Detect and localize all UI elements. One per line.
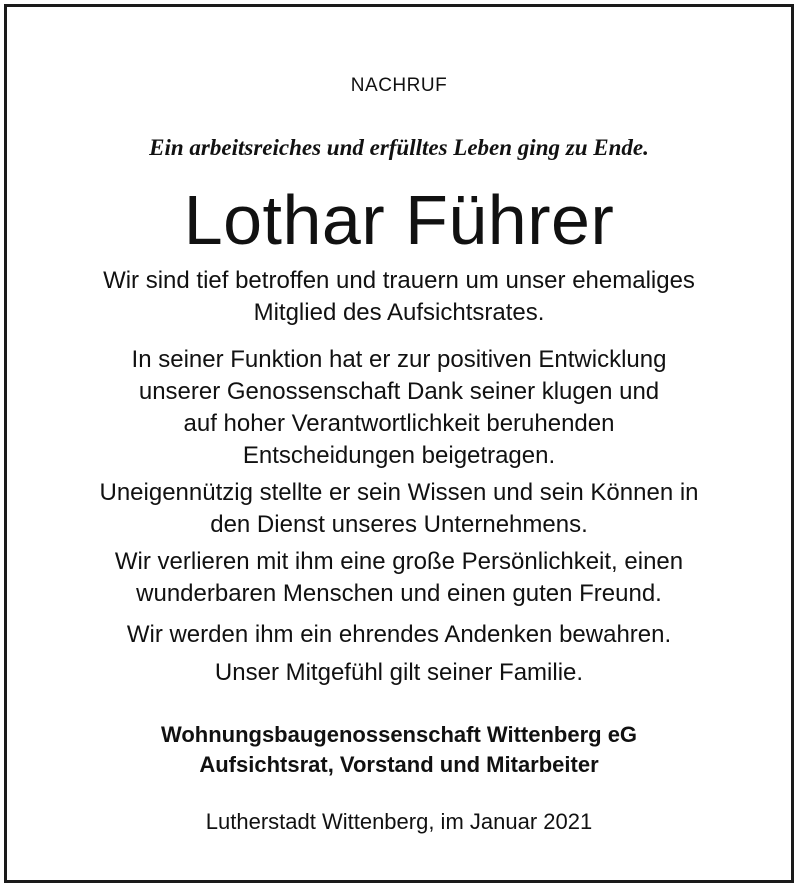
paragraph-selfless xyxy=(27,477,771,541)
obituary-tagline: Ein arbeitsreiches und erfülltes Leben ging zu Ende. xyxy=(149,135,649,160)
paragraph-line: In seiner Funktion hat er zur positiven Entwicklung xyxy=(131,346,667,373)
signer-block xyxy=(7,720,791,780)
place-date: Lutherstadt Wittenberg, im Januar 2021 xyxy=(205,809,593,834)
signer-groups: Aufsichtsrat, Vorstand und Mitarbeiter xyxy=(199,752,599,777)
paragraph-sympathy xyxy=(27,657,771,689)
paragraph-function xyxy=(27,344,771,472)
paragraph-line: Unser Mitgefühl gilt seiner Familie. xyxy=(214,659,584,686)
paragraph-line: Entscheidungen beigetragen. xyxy=(242,442,556,469)
paragraph-line: wunderbaren Menschen und einen guten Freund. xyxy=(136,580,662,607)
paragraph-line: Wir sind tief betroffen und trauern um unser ehemaliges xyxy=(103,267,695,294)
paragraph-loss xyxy=(27,546,771,610)
paragraph-condolence xyxy=(27,265,771,329)
paragraph-line: Uneigennützig stellte er sein Wissen und sein Können in xyxy=(99,479,699,506)
obituary-frame xyxy=(4,4,794,883)
paragraph-line: Wir verlieren mit ihm eine große Persönlichkeit, einen xyxy=(114,548,684,575)
paragraph-line: den Dienst unseres Unternehmens. xyxy=(210,511,588,538)
paragraph-line: Wir werden ihm ein ehrendes Andenken bewahren. xyxy=(126,621,672,648)
obituary-kicker: NACHRUF xyxy=(350,75,448,96)
paragraph-line: auf hoher Verantwortlichkeit beruhenden xyxy=(183,410,615,437)
paragraph-line: unserer Genossenschaft Dank seiner klugen und xyxy=(138,378,660,405)
signer-organization: Wohnungsbaugenossenschaft Wittenberg eG xyxy=(160,722,638,747)
paragraph-line: Mitglied des Aufsichtsrates. xyxy=(253,299,545,326)
deceased-name: Lothar Führer xyxy=(183,181,615,259)
paragraph-remembrance xyxy=(27,619,771,651)
